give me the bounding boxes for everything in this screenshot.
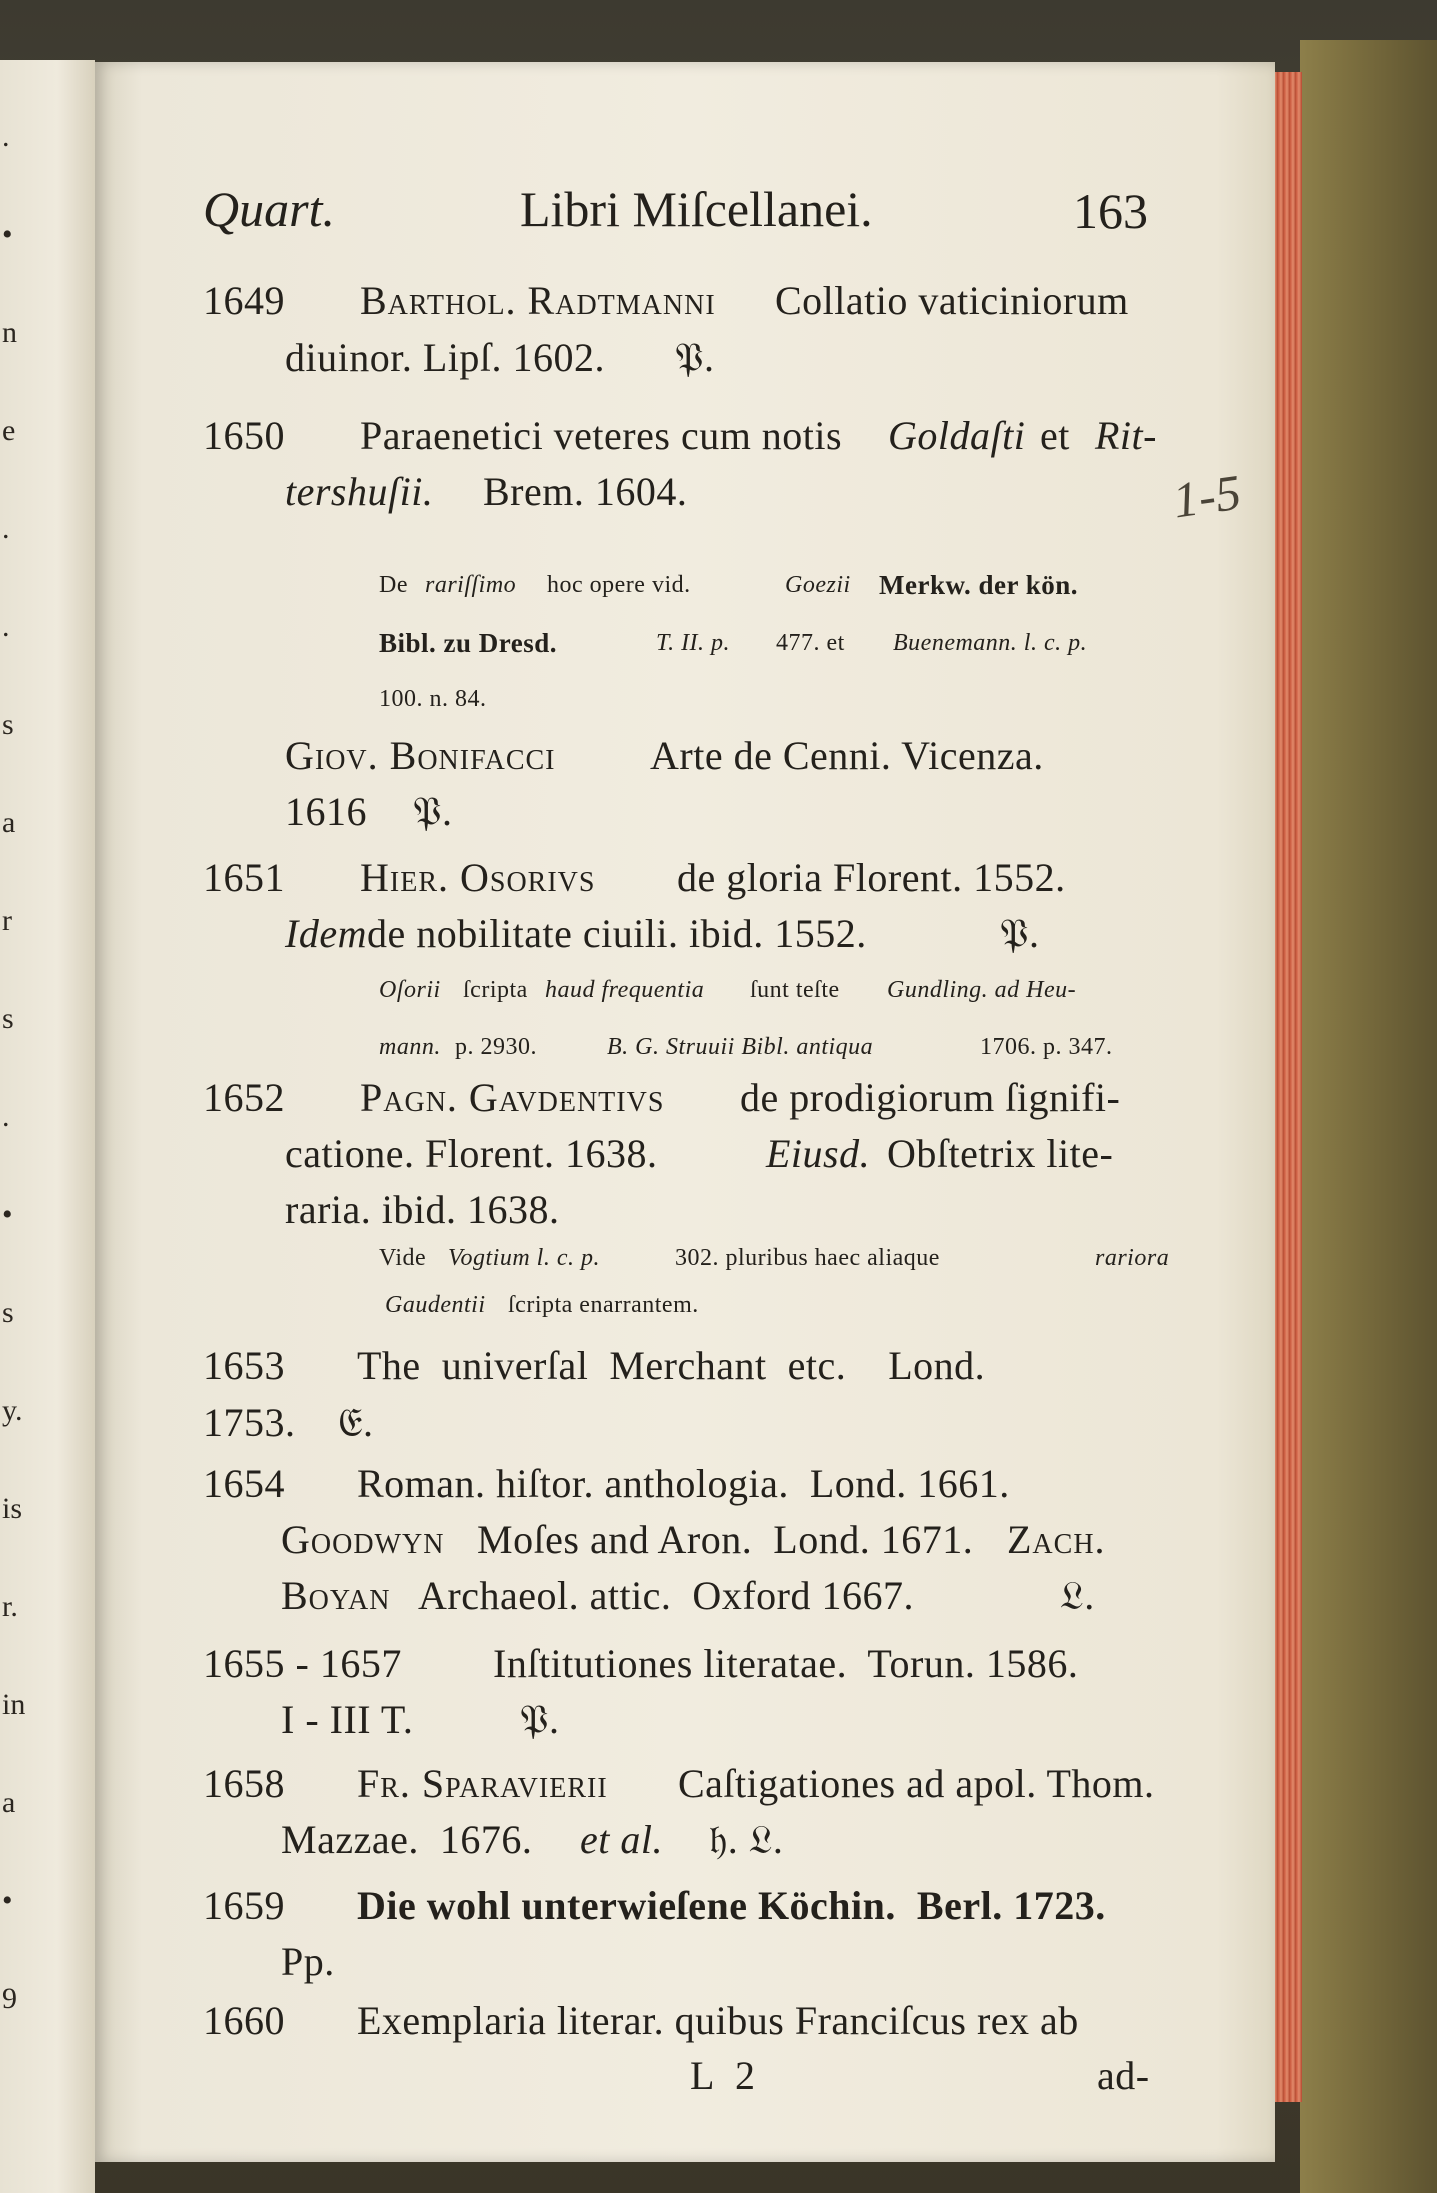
entry-imprint: diuinor. Lipſ. 1602. (285, 335, 605, 380)
page-163 (95, 62, 1275, 2162)
entry-number: 1653 (203, 1343, 285, 1388)
left-margin-char: . (2, 1100, 10, 1133)
left-margin-char: s (2, 1296, 14, 1329)
entry-imprint: raria. ibid. 1638. (285, 1187, 560, 1232)
entry-title: de nobilitate ciuili. ibid. 1552. (367, 911, 867, 956)
entry-title: Obſtetrix lite- (887, 1131, 1114, 1176)
entry-number: 1652 (203, 1075, 285, 1120)
entry-title: Moſes and Aron. Lond. 1671. (477, 1517, 974, 1562)
catchword: ad- (1097, 2053, 1150, 2098)
left-margin-char: in (2, 1688, 26, 1721)
book-cover (1300, 40, 1437, 2193)
entry-title: The univerſal Merchant etc. Lond. (357, 1343, 986, 1388)
entry-imprint: 1616 (285, 789, 367, 834)
entry-conjunction: et (1040, 413, 1070, 458)
entry-title: Paraenetici veteres cum notis (360, 413, 843, 458)
note-text: hoc opere vid. (547, 572, 691, 598)
entry-title: Arte de Cenni. Vicenza. (650, 733, 1044, 778)
entry-imprint: I - III T. (281, 1697, 414, 1742)
note-text-italic: Gaudentii (385, 1292, 486, 1318)
entry-title: Roman. hiſtor. anthologia. Lond. 1661. (357, 1461, 1010, 1506)
left-margin-char: y. (2, 1394, 23, 1427)
left-margin-char: n (2, 316, 17, 349)
entry-number: 1654 (203, 1461, 285, 1506)
entry-number: 1659 (203, 1883, 285, 1928)
entry-number: 1651 (203, 855, 285, 900)
entry-title-italic: Rit- (1095, 413, 1157, 458)
left-margin-char: • (2, 1198, 13, 1231)
note-text-italic: Vogtium l. c. p. (448, 1245, 600, 1271)
entry-number: 1658 (203, 1761, 285, 1806)
entry-author: Zach. (1007, 1517, 1106, 1562)
entry-title: Collatio vaticiniorum (775, 278, 1129, 323)
left-margin-char: . (2, 120, 10, 153)
entry-author: Fr. Sparavierii (357, 1761, 608, 1806)
note-text: ſcripta (463, 977, 528, 1003)
note-text: p. 2930. (455, 1034, 537, 1060)
entry-title: de prodigiorum ſignifi- (740, 1075, 1121, 1120)
entry-imprint: 1753. (203, 1400, 296, 1445)
header-left: Quart. (203, 181, 335, 237)
entry-author: Pagn. Gavdentivs (360, 1075, 665, 1120)
left-margin-char: . (2, 610, 10, 643)
entry-title-italic: Idem (285, 911, 367, 956)
note-text: 1706. p. 347. (980, 1034, 1113, 1060)
left-margin-char: is (2, 1492, 23, 1525)
note-text: 477. et (776, 630, 845, 656)
note-text-blackletter: Bibl. zu Dresd. (379, 628, 558, 658)
entry-imprint: Mazzae. 1676. (281, 1817, 533, 1862)
signature-mark: L 2 (690, 2053, 761, 2098)
left-margin-char: r. (2, 1590, 18, 1623)
note-text-italic: Buenemann. l. c. p. (893, 630, 1088, 656)
page-edges (1272, 72, 1302, 2102)
library-mark: 𝔓. (413, 789, 453, 834)
note-text-italic: rariora (1095, 1245, 1170, 1271)
note-text-italic: Oſorii (379, 977, 441, 1003)
left-margin-char: s (2, 1002, 14, 1035)
library-mark: 𝔓. (520, 1697, 560, 1742)
left-margin-char: r (2, 904, 12, 937)
entry-title-italic: et al. (580, 1817, 663, 1862)
note-text-italic: haud frequentia (545, 977, 705, 1003)
left-margin-char: • (2, 1884, 13, 1917)
entry-title: Archaeol. attic. Oxford 1667. (418, 1573, 914, 1618)
note-text-italic: Gundling. ad Heu- (887, 977, 1077, 1003)
note-text: ſunt teſte (750, 977, 840, 1003)
library-mark: 𝔥. 𝔏. (709, 1817, 784, 1862)
library-mark: 𝔓. (1000, 911, 1040, 956)
left-margin-char: a (2, 1786, 16, 1819)
library-mark: 𝔓. (675, 335, 715, 380)
entry-title-italic: tershuſii. (285, 469, 434, 514)
note-text: 100. n. 84. (379, 686, 487, 712)
entry-number: 1655 - 1657 (203, 1641, 402, 1686)
note-text-italic: rariſſimo (425, 572, 517, 598)
left-margin-char: 9 (2, 1982, 17, 2015)
note-text-blackletter: Merkw. der kön. (879, 570, 1079, 600)
entry-author: Barthol. Radtmanni (360, 278, 716, 323)
margin-annotation: 1-5 (1169, 463, 1245, 529)
entry-imprint: Brem. 1604. (483, 469, 688, 514)
entry-title: de gloria Florent. 1552. (677, 855, 1066, 900)
note-text: 302. pluribus haec aliaque (675, 1245, 940, 1271)
header-center: Libri Miſcellanei. (520, 181, 873, 237)
entry-title: Caſtigationes ad apol. Thom. (678, 1761, 1155, 1806)
left-page-edge (0, 60, 95, 2193)
note-text-italic: B. G. Struuii Bibl. antiqua (607, 1034, 874, 1060)
left-margin-char: s (2, 708, 14, 741)
note-text: ſcripta enarrantem. (508, 1292, 699, 1318)
entry-number: 1649 (203, 278, 285, 323)
entry-author: Boyan (281, 1573, 391, 1618)
left-margin-char: • (2, 218, 13, 251)
entry-number: 1650 (203, 413, 285, 458)
note-text-italic: T. II. p. (656, 630, 731, 656)
left-margin-char: a (2, 806, 16, 839)
library-mark: 𝔈. (338, 1400, 374, 1445)
note-text-italic: Goezii (785, 572, 851, 598)
page-number: 163 (1073, 183, 1148, 239)
entry-title-blackletter: Die wohl unterwieſene Köchin. Berl. 1723. (357, 1883, 1106, 1928)
left-margin-char: . (2, 512, 10, 545)
entry-title-italic: Goldaſti (888, 413, 1026, 458)
entry-number: 1660 (203, 1998, 285, 2043)
entry-title-italic: Eiusd. (766, 1131, 871, 1176)
library-mark: Pp. (281, 1939, 335, 1984)
note-text: De (379, 572, 408, 598)
note-text: Vide (379, 1245, 427, 1271)
entry-author: Hier. Osorivs (360, 855, 596, 900)
entry-title: Inſtitutiones literatae. Torun. 1586. (493, 1641, 1079, 1686)
entry-author: Goodwyn (281, 1517, 445, 1562)
entry-title: catione. Florent. 1638. (285, 1131, 658, 1176)
note-text-italic: mann. (379, 1034, 441, 1060)
entry-author: Giov. Bonifacci (285, 733, 556, 778)
library-mark: 𝔏. (1060, 1573, 1095, 1618)
left-margin-char: e (2, 414, 16, 447)
entry-title: Exemplaria literar. quibus Franciſcus rex ab (357, 1998, 1079, 2043)
